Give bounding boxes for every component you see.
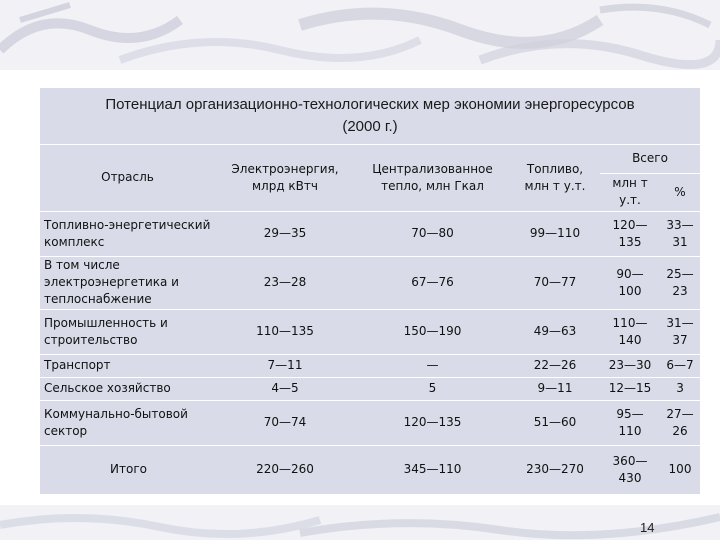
fuel-cell: 70—77 [510,256,600,309]
branch-line: теплоснабжение [44,292,152,306]
header-heat [355,145,510,211]
header-total: Всего [600,145,700,173]
electricity-cell: 7—11 [215,354,355,377]
branch-line: Промышленность и [44,315,168,330]
total-pct-cell: 6—7 [660,354,700,377]
total-pct-cell: 3 [660,377,700,400]
total-mt-cell [600,400,660,445]
fuel-cell: 51—60 [510,400,600,445]
table-row [40,309,700,354]
table-row [40,256,700,309]
fuel-cell: 22—26 [510,354,600,377]
branch-line: электроэнергетика и [44,275,179,289]
value-line: 95— [616,406,644,421]
total-mt-cell [600,256,660,309]
decorative-stroke-pattern [0,505,720,540]
header-electricity-line: млрд кВтч [251,178,318,193]
energy-savings-table [40,145,700,495]
heat-cell: 345—110 [355,445,510,494]
heat-cell: 150—190 [355,309,510,354]
decorative-stroke-pattern [0,0,720,70]
electricity-cell: 23—28 [215,256,355,309]
value-line: 27— [666,406,694,421]
header-electricity [215,145,355,211]
total-mt-cell: 12—15 [600,377,660,400]
table-row [40,211,700,256]
value-line: 140 [618,332,642,347]
total-mt-cell [600,445,660,494]
value-line: 25— [666,266,694,281]
title-line-2: (2000 г.) [342,118,398,135]
total-pct-cell [660,309,700,354]
fuel-cell: 9—11 [510,377,600,400]
header-total-pct: % [660,173,700,211]
table-row [40,400,700,445]
value-line: 360— [612,453,648,468]
decorative-footer-background [0,505,720,540]
heat-cell: 120—135 [355,400,510,445]
title-line-1: Потенциал организационно-технологических мер экономии энергоресурсов [105,96,635,113]
slide-title [40,88,700,144]
heat-cell: 5 [355,377,510,400]
fuel-cell: 49—63 [510,309,600,354]
header-fuel [510,145,600,211]
branch-cell [40,309,215,354]
table-row [40,354,700,377]
page-number: 14 [640,520,655,535]
fuel-cell: 99—110 [510,211,600,256]
fuel-cell: 230—270 [510,445,600,494]
branch-line: Топливно-энергетический [44,217,211,232]
heat-cell: — [355,354,510,377]
value-line: 135 [618,234,642,249]
branch-cell: Сельское хозяйство [40,377,215,400]
total-mt-cell: 23—30 [600,354,660,377]
branch-line: Коммунально-бытовой [44,406,188,421]
value-line: 23 [672,283,688,298]
header-total-mt-line: у.т. [619,193,641,207]
value-line: 31 [672,234,688,249]
electricity-cell: 110—135 [215,309,355,354]
branch-line: строительство [44,332,138,347]
total-pct-cell [660,400,700,445]
branch-cell [40,256,215,309]
heat-cell: 70—80 [355,211,510,256]
value-line: 430 [618,470,642,485]
header-heat-line: Централизованное [372,161,493,176]
total-pct-cell [660,211,700,256]
electricity-cell: 29—35 [215,211,355,256]
value-line: 90— [616,266,644,281]
total-mt-cell [600,211,660,256]
table-row-total [40,445,700,494]
value-line: 110 [618,423,642,438]
branch-line: В том числе [44,258,120,272]
value-line: 33— [666,217,694,232]
header-total-mt-line: млн т [612,176,648,190]
branch-line: комплекс [44,234,105,249]
electricity-cell: 4—5 [215,377,355,400]
branch-cell: Транспорт [40,354,215,377]
branch-cell: Итого [40,445,215,494]
value-line: 120— [612,217,648,232]
header-electricity-line: Электроэнергия, [231,161,339,176]
table-row [40,377,700,400]
header-heat-line: тепло, млн Гкал [381,178,484,193]
branch-line: сектор [44,423,88,438]
total-mt-cell [600,309,660,354]
branch-cell [40,211,215,256]
header-total-mt [600,173,660,211]
value-line: 31— [666,315,694,330]
value-line: 26 [672,423,688,438]
electricity-cell: 220—260 [215,445,355,494]
header-fuel-line: млн т у.т. [524,178,586,193]
total-pct-cell [660,256,700,309]
branch-cell [40,400,215,445]
electricity-cell: 70—74 [215,400,355,445]
value-line: 37 [672,332,688,347]
value-line: 110— [612,315,648,330]
decorative-header-background [0,0,720,70]
header-fuel-line: Топливо, [526,161,584,176]
header-branch: Отрасль [40,145,215,211]
heat-cell: 67—76 [355,256,510,309]
value-line: 100 [618,283,642,298]
total-pct-cell: 100 [660,445,700,494]
